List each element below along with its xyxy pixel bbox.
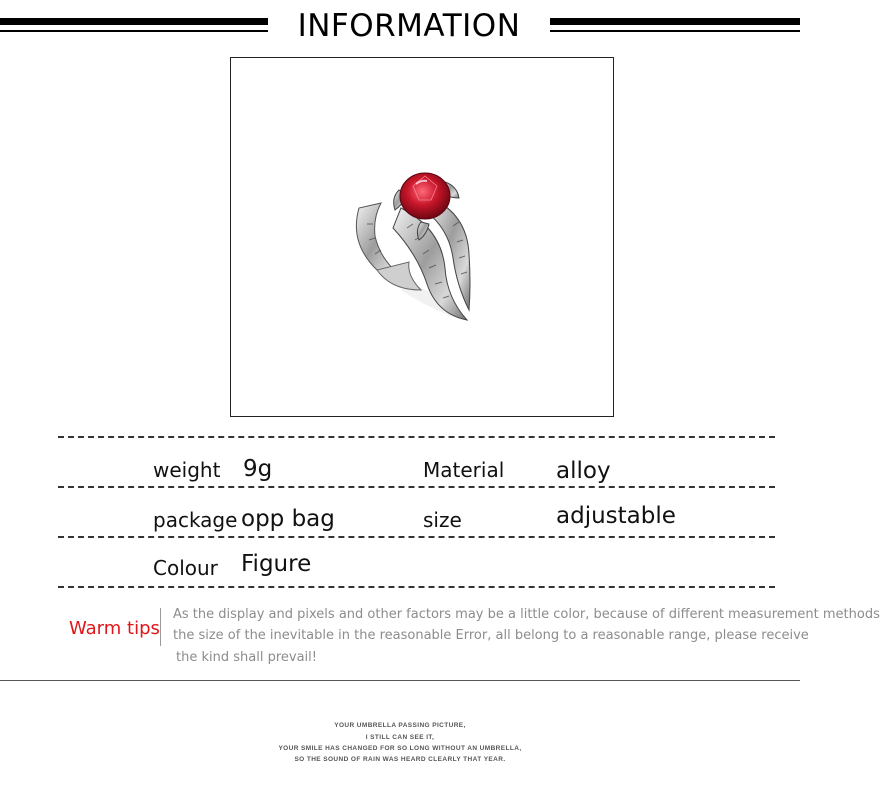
size-label: size <box>423 508 462 532</box>
footer-line: YOUR UMBRELLA PASSING PICTURE, <box>334 722 466 729</box>
material-value: alloy <box>556 458 611 484</box>
warm-tips-separator <box>160 608 161 646</box>
weight-label: weight <box>153 458 221 482</box>
weight-value: 9g <box>243 456 273 482</box>
package-label: package <box>153 508 238 532</box>
footer-line: I STILL CAN SEE IT, <box>365 734 435 741</box>
warm-tip-line: As the display and pixels and other factors may be a little color, because of different measurement methods <box>173 607 880 622</box>
footer-line: YOUR SMILE HAS CHANGED FOR SO LONG WITHOUT AN UMBRELLA, <box>278 745 522 752</box>
product-image-frame <box>230 57 614 417</box>
divider <box>58 486 775 488</box>
size-value: adjustable <box>556 503 676 529</box>
footer-line: SO THE SOUND OF RAIN WAS HEARD CLEARLY THAT YEAR. <box>294 756 506 763</box>
ring-image <box>231 58 613 416</box>
divider <box>58 436 775 438</box>
package-value: opp bag <box>241 506 335 532</box>
divider <box>58 586 775 588</box>
divider <box>58 536 775 538</box>
warm-tip-line: the kind shall prevail! <box>176 650 317 665</box>
warm-tips-label: Warm tips <box>69 618 160 639</box>
material-label: Material <box>423 458 505 482</box>
header-rule-left <box>0 18 268 38</box>
colour-label: Colour <box>153 556 218 580</box>
header-rule-right <box>550 18 800 38</box>
warm-tip-line: the size of the inevitable in the reasonable Error, all belong to a reasonable range, please receive <box>173 628 809 643</box>
colour-value: Figure <box>241 551 312 577</box>
page-title: INFORMATION <box>297 8 521 44</box>
footer-divider <box>0 680 800 681</box>
